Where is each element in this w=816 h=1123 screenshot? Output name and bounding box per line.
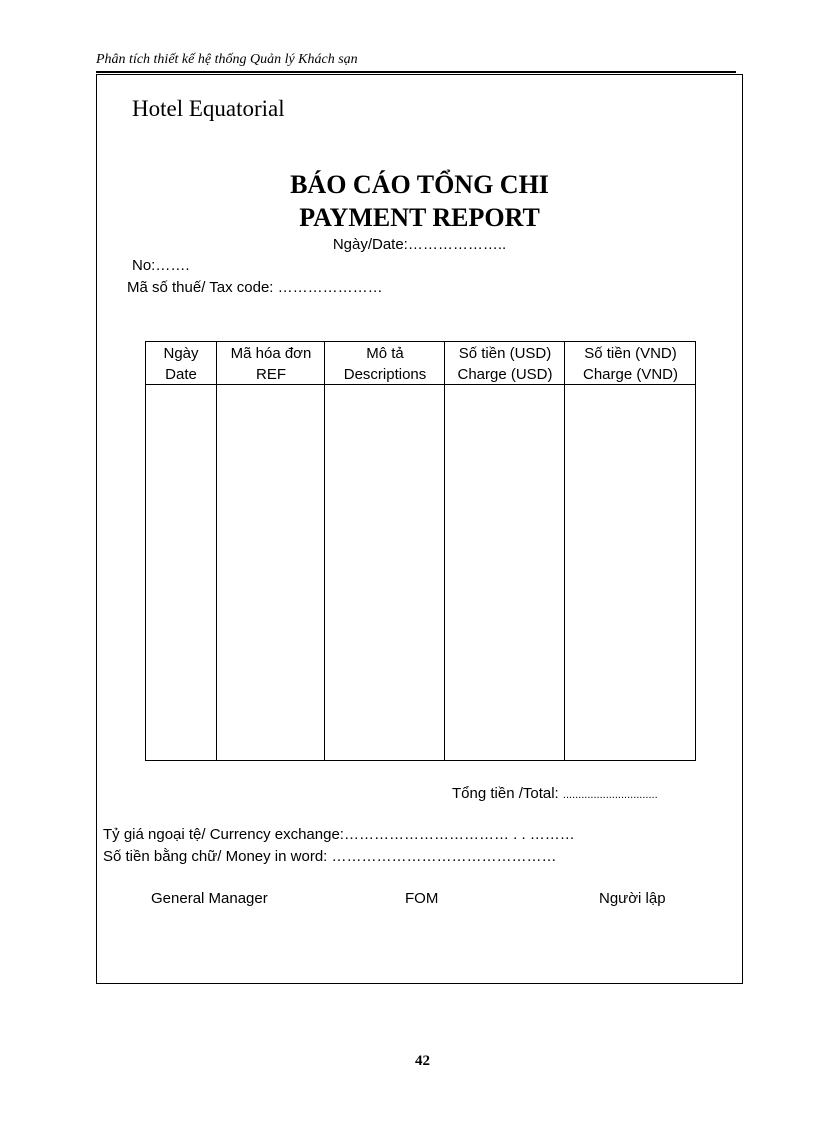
- table-column-descriptions: [324, 342, 445, 760]
- signature-prepared-by: Người lập: [599, 890, 666, 907]
- header-label-vn: Ngày: [163, 345, 199, 362]
- header-label-vn: Số tiền (USD): [458, 345, 552, 362]
- table-header-cell: [325, 342, 445, 385]
- hotel-name: Hotel Equatorial: [132, 96, 285, 121]
- header-rule: [96, 71, 736, 73]
- table-column-date: [146, 342, 216, 760]
- header-label-en: Date: [165, 366, 197, 383]
- table-column-charge-usd: [444, 342, 565, 760]
- header-label-vn: Mô tả: [366, 345, 404, 362]
- report-title-en: PAYMENT REPORT: [299, 203, 540, 232]
- date-field: Ngày/Date:………………..: [332, 236, 507, 253]
- header-label-en: REF: [256, 366, 286, 383]
- total-dots: ...............................: [562, 789, 658, 801]
- table-header-cell: [445, 342, 565, 385]
- total-field: [452, 785, 658, 802]
- running-header: Phân tích thiết kế hệ thống Quản lý Khách sạn: [96, 52, 358, 67]
- table-header-cell: [217, 342, 325, 385]
- total-label: Tổng tiền /Total:: [452, 785, 563, 802]
- header-label-en: Charge (USD): [457, 366, 553, 383]
- page-number: 42: [415, 1053, 430, 1069]
- header-label-en: Charge (VND): [582, 366, 679, 383]
- payment-table: [145, 341, 696, 761]
- table-header-cell: [565, 342, 696, 385]
- header-label-vn: Số tiền (VND): [584, 345, 677, 362]
- table-column-charge-vnd: [564, 342, 696, 760]
- number-field: No:…….: [132, 257, 190, 274]
- signature-general-manager: General Manager: [151, 890, 268, 907]
- currency-exchange-field: Tỷ giá ngoại tệ/ Currency exchange:…………………………… . . ………: [103, 826, 575, 843]
- table-column-ref: [216, 342, 325, 760]
- header-label-vn: Mã hóa đơn: [230, 345, 312, 362]
- money-in-word-field: Số tiền bằng chữ/ Money in word: ………………………………………: [103, 848, 557, 865]
- table-header-cell: [146, 342, 216, 385]
- tax-code-field: Mã số thuế/ Tax code: …………………: [127, 279, 383, 296]
- report-title-vn: BÁO CÁO TỔNG CHI: [290, 170, 549, 199]
- signature-fom: FOM: [405, 890, 439, 907]
- header-label-en: Descriptions: [343, 366, 427, 383]
